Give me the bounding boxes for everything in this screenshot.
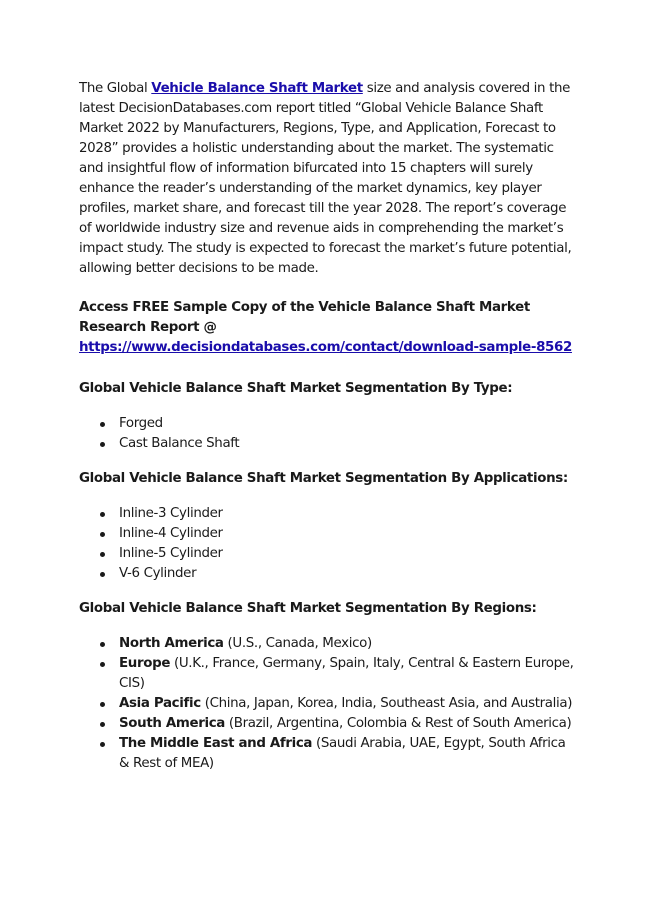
region-item: [79, 694, 579, 714]
applications-list: [79, 504, 590, 584]
region-detail: (Saudi Arabia, UAE, Egypt, South Africa & Rest of MEA): [119, 736, 566, 771]
list-item: V-6 Cylinder: [79, 564, 579, 584]
intro-prefix: The Global: [79, 81, 152, 96]
region-name: Europe: [119, 656, 171, 671]
type-list: [79, 414, 590, 454]
regions-segmentation-heading: Global Vehicle Balance Shaft Market Segmentation By Regions:: [79, 601, 537, 616]
region-detail: (Brazil, Argentina, Colombia & Rest of South America): [225, 716, 572, 731]
cta-text: Access FREE Sample Copy of the Vehicle Balance Shaft Market Research Report @: [79, 300, 530, 335]
region-name: Asia Pacific: [119, 696, 201, 711]
region-detail: (U.S., Canada, Mexico): [223, 636, 372, 651]
regions-list: [79, 634, 590, 774]
sample-copy-cta: [79, 298, 579, 358]
region-detail: (U.K., France, Germany, Spain, Italy, Central & Eastern Europe, CIS): [119, 656, 574, 691]
applications-segmentation-heading: Global Vehicle Balance Shaft Market Segmentation By Applications:: [79, 471, 568, 486]
region-detail: (China, Japan, Korea, India, Southeast Asia, and Australia): [200, 696, 573, 711]
list-item: Inline-4 Cylinder: [79, 524, 579, 544]
type-segmentation-heading: Global Vehicle Balance Shaft Market Segmentation By Type:: [79, 381, 513, 396]
region-item: [79, 714, 579, 734]
market-link[interactable]: Vehicle Balance Shaft Market: [151, 81, 363, 96]
list-item: Inline-5 Cylinder: [79, 544, 579, 564]
list-item: Forged: [79, 414, 579, 434]
region-item: [79, 634, 579, 654]
intro-paragraph: [79, 79, 579, 279]
list-item: Inline-3 Cylinder: [79, 504, 579, 524]
list-item: Cast Balance Shaft: [79, 434, 579, 454]
intro-body: size and analysis covered in the latest DecisionDatabases.com report titled “Global Vehicle Balance Shaft Market 2022 by Manufacturers, Regions, Type, and Application, Forecast to 2028” provides a holistic understanding about the market. The systematic and insightful flow of information bifurcated into 15 chapters will surely enhance the reader’s understanding of the market dynamics, key player profiles, market share, and forecast till the year 2028. The report’s coverage of worldwide industry size and revenue aids in comprehending the market’s impact study. The study is expected to forecast the market’s future potential, allowing better decisions to be made.: [79, 81, 572, 276]
region-name: South America: [119, 716, 225, 731]
region-name: The Middle East and Africa: [119, 736, 313, 751]
sample-download-link[interactable]: https://www.decisiondatabases.com/contact/download-sample-8562: [79, 340, 572, 355]
region-item: [79, 734, 579, 774]
region-item: [79, 654, 579, 694]
region-name: North America: [119, 636, 224, 651]
